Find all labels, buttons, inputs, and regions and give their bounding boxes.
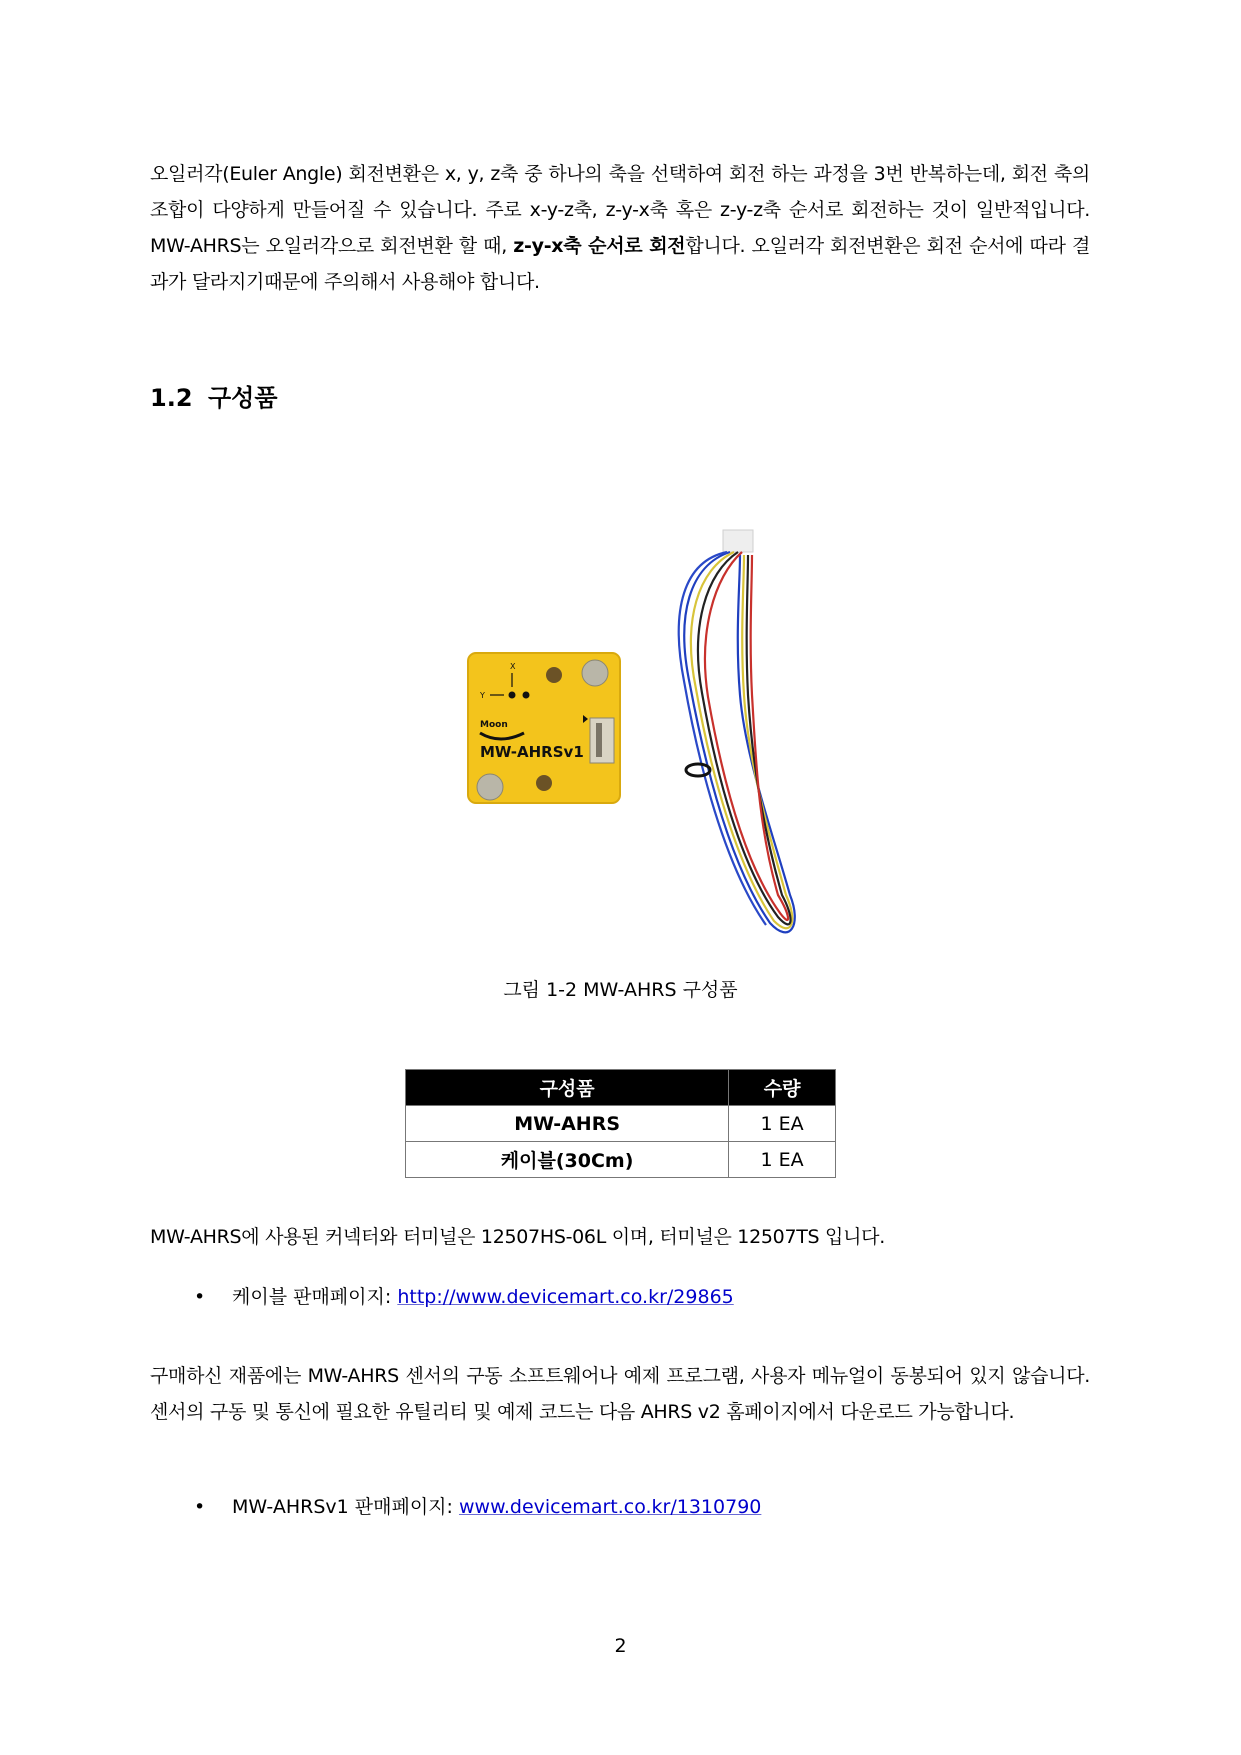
table-cell-quantity: 1 EA — [729, 1106, 836, 1142]
intro-text-2: 합니다. 오일러각 회전변환은 회전 순서에 따라 결과가 달라지기때문에 주의해서 사용해야 합니다. — [150, 235, 1090, 293]
product-photo — [440, 525, 855, 945]
page-number: 2 — [614, 1635, 627, 1657]
product-page-link[interactable]: www.devicemart.co.kr/1310790 — [458, 1496, 762, 1518]
cable-icon — [679, 530, 795, 932]
section-heading — [150, 382, 278, 414]
table-row — [406, 1142, 836, 1178]
svg-text:Moon: Moon — [480, 720, 508, 730]
parts-table-header-row — [406, 1070, 836, 1106]
sensor-board-icon — [468, 653, 620, 803]
table-cell-item: 케이블(30Cm) — [406, 1142, 729, 1178]
svg-text:MW-AHRSv1: MW-AHRSv1 — [480, 743, 584, 761]
product-photo-illustration — [440, 525, 855, 945]
intro-paragraph — [150, 156, 1090, 300]
table-cell-quantity: 1 EA — [729, 1142, 836, 1178]
parts-table — [405, 1069, 836, 1178]
cable-page-link[interactable]: http://www.devicemart.co.kr/29865 — [397, 1286, 734, 1308]
column-header-item: 구성품 — [406, 1070, 729, 1106]
bullet-icon: • — [194, 1496, 206, 1518]
svg-text:Y: Y — [480, 691, 485, 700]
section-title: 구성품 — [208, 384, 278, 412]
column-header-quantity: 수량 — [729, 1070, 836, 1106]
bullet-icon: • — [194, 1286, 206, 1308]
connector-paragraph: MW-AHRS에 사용된 커넥터와 터미널은 12507HS-06L 이며, 터미널은 12507TS 입니다. — [150, 1226, 885, 1248]
table-row — [406, 1106, 836, 1142]
cable-bullet-label: 케이블 판매페이지: — [232, 1286, 398, 1308]
figure-caption: 그림 1-2 MW-AHRS 구성품 — [503, 979, 738, 1001]
intro-text-1: 오일러각(Euler Angle) 회전변환은 x, y, z축 중 하나의 축을 선택하여 회전 하는 과정을 3번 반복하는데, 회전 축의 조합이 다양하게 만들어질 수 있습니다. 주로 x-y-z축, z-y-x축 혹은 z-y-z축 순서로 회전하는 것이 일반적입니다. MW-AHRS는 오일러각으로 회전변환 할 때, — [150, 163, 1090, 257]
product-bullet-label: MW-AHRSv1 판매페이지: — [232, 1496, 459, 1518]
purchase-paragraph: 구매하신 재품에는 MW-AHRS 센서의 구동 소프트웨어나 예제 프로그램, 사용자 메뉴얼이 동봉되어 있지 않습니다. 센서의 구동 및 통신에 필요한 유틸리티 및 예제 코드는 다음 AHRS v2 홈페이지에서 다운로드 가능합니다. — [150, 1365, 1090, 1423]
intro-text-bold: z-y-x축 순서로 회전 — [513, 235, 686, 257]
table-cell-item: MW-AHRS — [406, 1106, 729, 1142]
svg-text:X: X — [510, 662, 516, 671]
section-number: 1.2 — [150, 384, 193, 412]
